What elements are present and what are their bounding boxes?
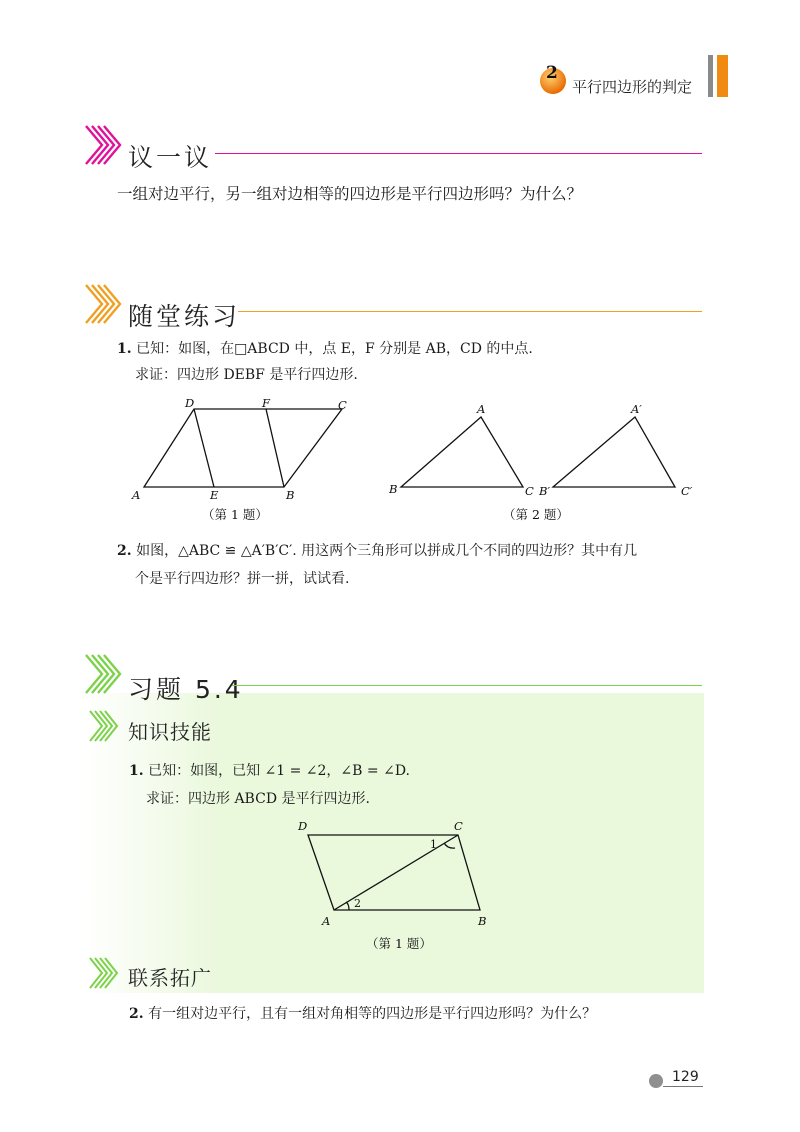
practice-q2-line2: 个是平行四边形？拼一拼，试试看.: [135, 571, 350, 587]
parallelogram-abcd: [144, 409, 342, 487]
exercise-rule: [232, 685, 702, 686]
exercise-figure-1: [288, 815, 508, 955]
fig1-label-d: D: [185, 396, 195, 410]
fig1-label-f: F: [262, 396, 270, 410]
fig2-label-a-prime: A′: [631, 402, 642, 416]
practice-q1-number: 1.: [117, 341, 132, 357]
fig1-label-b: B: [286, 488, 295, 502]
fig2-caption: （第 2 题）: [503, 507, 569, 522]
practice-title: 随堂练习: [128, 302, 241, 331]
discuss-question: 一组对边平行，另一组对边相等的四边形是平行四边形吗？为什么？: [117, 185, 583, 203]
chapter-number: 2: [546, 63, 558, 83]
exfig-angle-2: 2: [354, 897, 361, 910]
exercise-q1-text: 已知：如图，已知 ∠1 = ∠2，∠B = ∠D.: [148, 763, 410, 779]
exercise-q1-line1: [129, 758, 410, 784]
practice-chevron-icon: [84, 282, 124, 326]
exfig-label-a: A: [322, 914, 331, 928]
fig1-caption: （第 1 题）: [202, 507, 268, 522]
skills-chevron-icon: [88, 708, 122, 744]
segment-de: [194, 409, 214, 487]
fig2-label-b-prime: B′: [539, 484, 551, 498]
exfig-label-b: B: [478, 914, 487, 928]
practice-rule: [238, 311, 702, 312]
skills-title: 知识技能: [128, 720, 212, 744]
exfig-angle-1: 1: [430, 838, 437, 851]
exercise-q2: [129, 1001, 596, 1027]
practice-q1-line1: [117, 336, 533, 362]
exfig-label-c: C: [454, 819, 463, 833]
practice-q2-text: 如图，△ABC ≌ △A′B′C′. 用这两个三角形可以拼成几个不同的四边形？其中有几: [136, 543, 638, 559]
practice-q2-number: 2.: [117, 543, 132, 559]
practice-figure-2: [385, 398, 705, 530]
exercise-chevron-icon: [84, 652, 124, 696]
fig2-label-a: A: [477, 402, 486, 416]
exercise-q2-number: 2.: [129, 1006, 144, 1022]
practice-q1-text: 已知：如图，在□ABCD 中，点 E，F 分别是 AB，CD 的中点.: [136, 341, 533, 357]
exfig-label-d: D: [298, 819, 308, 833]
fig1-label-a: A: [132, 488, 141, 502]
segment-fb: [266, 409, 284, 487]
fig1-label-e: E: [210, 488, 219, 502]
triangle-abc: [401, 417, 523, 487]
angle-arc-1: [444, 843, 455, 848]
chapter-title: 平行四边形的判定: [572, 78, 693, 96]
practice-figure-1: [130, 395, 370, 530]
exercise-title: 习题 5.4: [128, 675, 244, 704]
exfig-caption: （第 1 题）: [366, 936, 432, 951]
page-number-rule: [663, 1086, 703, 1087]
fig1-label-c: C: [338, 398, 347, 412]
chapter-bars-decoration: [708, 55, 730, 97]
fig2-label-c: C: [525, 484, 534, 498]
quadrilateral-abcd: [308, 835, 480, 910]
exercise-q1-number: 1.: [129, 763, 144, 779]
practice-q2-line1: [117, 538, 637, 564]
angle-arc-2: [346, 902, 349, 910]
discuss-title: 议一议: [128, 143, 213, 172]
page-number-dot-icon: [649, 1074, 663, 1088]
page-number: 129: [672, 1069, 699, 1085]
extend-title: 联系拓广: [128, 966, 212, 990]
discuss-chevron-icon: [84, 123, 124, 167]
exercise-q2-text: 有一组对边平行，且有一组对角相等的四边形是平行四边形吗？为什么？: [148, 1006, 597, 1022]
chapter-number-icon: [536, 62, 570, 96]
fig2-label-c-prime: C′: [681, 484, 693, 498]
diagonal-ac: [334, 835, 458, 910]
exercise-q1-line2: 求证：四边形 ABCD 是平行四边形.: [146, 791, 370, 807]
extend-chevron-icon: [88, 955, 122, 991]
practice-q1-line2: 求证：四边形 DEBF 是平行四边形.: [135, 367, 358, 383]
discuss-rule: [215, 153, 702, 154]
triangle-a2b2c2: [553, 417, 675, 487]
fig2-label-b: B: [389, 482, 398, 496]
